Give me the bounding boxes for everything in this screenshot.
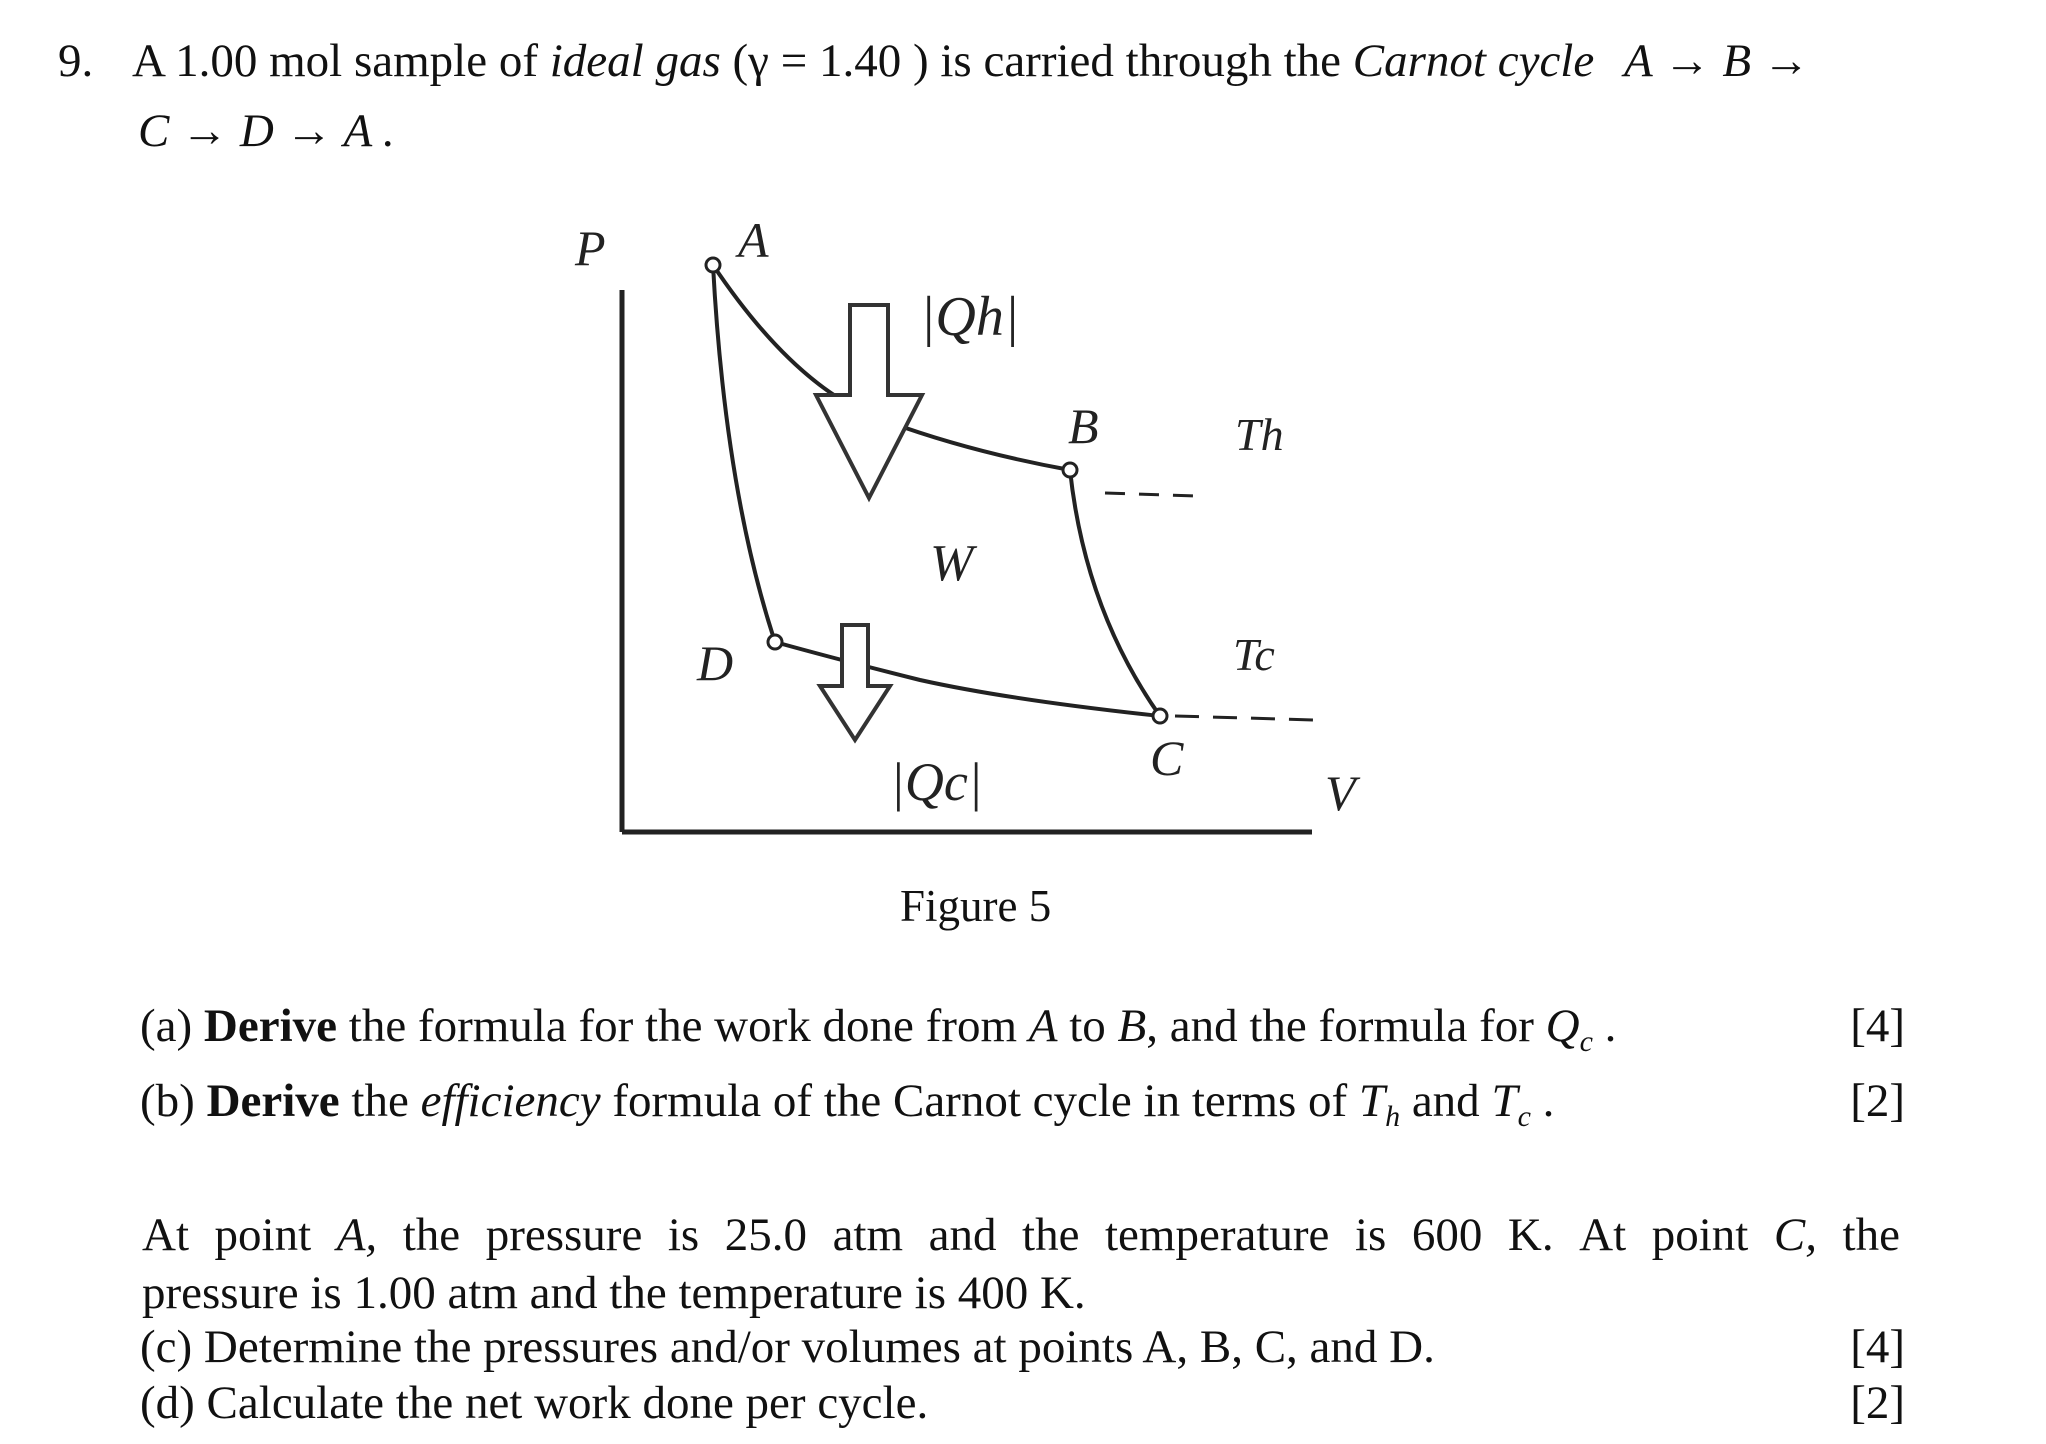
given-word: the — [1842, 1209, 1900, 1261]
given-line-1 — [142, 1209, 1900, 1261]
given-word: the — [402, 1209, 461, 1261]
part-a-q-sub: c — [1579, 1025, 1593, 1058]
label-qh: |Qh| — [920, 286, 1020, 348]
part-b-end: . — [1530, 1075, 1555, 1127]
given-word: is — [1354, 1209, 1387, 1261]
label-tc: Tc — [1233, 629, 1275, 680]
given-word: At — [1579, 1209, 1627, 1261]
curve-b-c — [1070, 470, 1160, 716]
question-number — [58, 35, 94, 87]
point-b — [1063, 463, 1077, 477]
label-c: C — [1150, 730, 1184, 786]
part-b-text-1: the — [339, 1075, 421, 1127]
pv-diagram — [560, 210, 1380, 870]
part-a-bold: Derive — [203, 1000, 338, 1052]
label-a: A — [738, 212, 769, 268]
part-b-t1-sub: h — [1385, 1100, 1401, 1133]
point-a — [706, 258, 720, 272]
part-a-label: (a) — [140, 1000, 204, 1052]
part-b-and: and — [1400, 1075, 1492, 1127]
label-v: V — [1325, 765, 1356, 821]
given-word: temperature — [1104, 1209, 1330, 1261]
intro-text-a: A 1.00 mol sample of — [132, 35, 550, 87]
part-b-label: (b) — [140, 1075, 207, 1127]
label-b: B — [1068, 398, 1099, 454]
given-word: the — [1022, 1209, 1080, 1261]
part-b-text-2: formula of the Carnot cycle in terms of — [600, 1075, 1359, 1127]
given-word: 600 — [1411, 1209, 1483, 1261]
label-p: P — [575, 220, 606, 276]
given-word: K. — [1507, 1209, 1554, 1261]
part-c-marks: [4] — [1850, 1321, 1905, 1373]
part-b-bold: Derive — [206, 1075, 340, 1127]
part-a-point-b: B — [1117, 1000, 1147, 1052]
given-word: pressure — [485, 1209, 643, 1261]
label-w: W — [930, 535, 974, 592]
part-a-text-1: the formula for the work done from — [337, 1000, 1029, 1052]
label-d: D — [697, 635, 734, 691]
qc-arrow-icon — [820, 625, 890, 740]
point-c — [1153, 709, 1167, 723]
part-c — [140, 1321, 1905, 1373]
part-d-marks: [2] — [1850, 1377, 1905, 1429]
part-a-point-a: A — [1028, 1000, 1058, 1052]
tc-isotherm-dash — [1175, 716, 1315, 720]
given-line-2 — [142, 1267, 1086, 1319]
given-word: atm — [832, 1209, 904, 1261]
given-word: is — [667, 1209, 700, 1261]
intro-gamma: (γ = 1.40 ) is carried through the — [720, 35, 1353, 87]
part-a-to: to — [1057, 1000, 1118, 1052]
curve-d-a — [713, 265, 775, 642]
question-intro-line-1 — [132, 35, 1810, 87]
part-c-text: (c) Determine the pressures and/or volumes at points A, B, C, and D. — [140, 1321, 1435, 1373]
given-line-2-text: pressure is 1.00 atm and the temperature is 400 K. — [142, 1267, 1086, 1319]
part-a-q: Q — [1545, 1000, 1580, 1052]
figure-caption: Figure 5 — [900, 881, 1052, 931]
question-number-text: 9. — [58, 35, 94, 87]
given-word: 25.0 — [724, 1209, 808, 1261]
label-th: Th — [1235, 409, 1284, 460]
given-word: point — [1651, 1209, 1749, 1261]
part-b-t2: T — [1491, 1075, 1518, 1127]
label-qc: |Qc| — [890, 752, 983, 812]
intro-ideal-gas: ideal gas — [549, 35, 721, 87]
given-word: At — [142, 1209, 189, 1261]
qh-arrow-icon — [816, 305, 922, 498]
part-b-t2-sub: c — [1517, 1100, 1531, 1133]
question-intro-line-2 — [138, 105, 395, 157]
th-isotherm-dash — [1105, 493, 1195, 496]
given-word: point — [214, 1209, 312, 1261]
intro-carnot: Carnot cycle — [1352, 35, 1595, 87]
part-a-text-2: , and the formula for — [1146, 1000, 1546, 1052]
intro-path-1: A → B → — [1623, 35, 1810, 87]
part-a — [140, 1000, 1905, 1058]
intro-path-2: C → D → A . — [138, 105, 395, 157]
point-d — [768, 635, 782, 649]
part-d — [140, 1377, 1905, 1429]
part-a-end: . — [1592, 1000, 1617, 1052]
part-b-t1: T — [1358, 1075, 1386, 1127]
given-word: and — [928, 1209, 997, 1261]
part-b-marks: [2] — [1850, 1075, 1905, 1127]
part-a-marks: [4] — [1850, 1000, 1905, 1052]
part-b-efficiency: efficiency — [420, 1075, 601, 1127]
given-word: A, — [336, 1209, 378, 1261]
part-b — [140, 1075, 1905, 1133]
part-d-text: (d) Calculate the net work done per cycle. — [140, 1377, 929, 1429]
given-word: C, — [1773, 1209, 1817, 1261]
